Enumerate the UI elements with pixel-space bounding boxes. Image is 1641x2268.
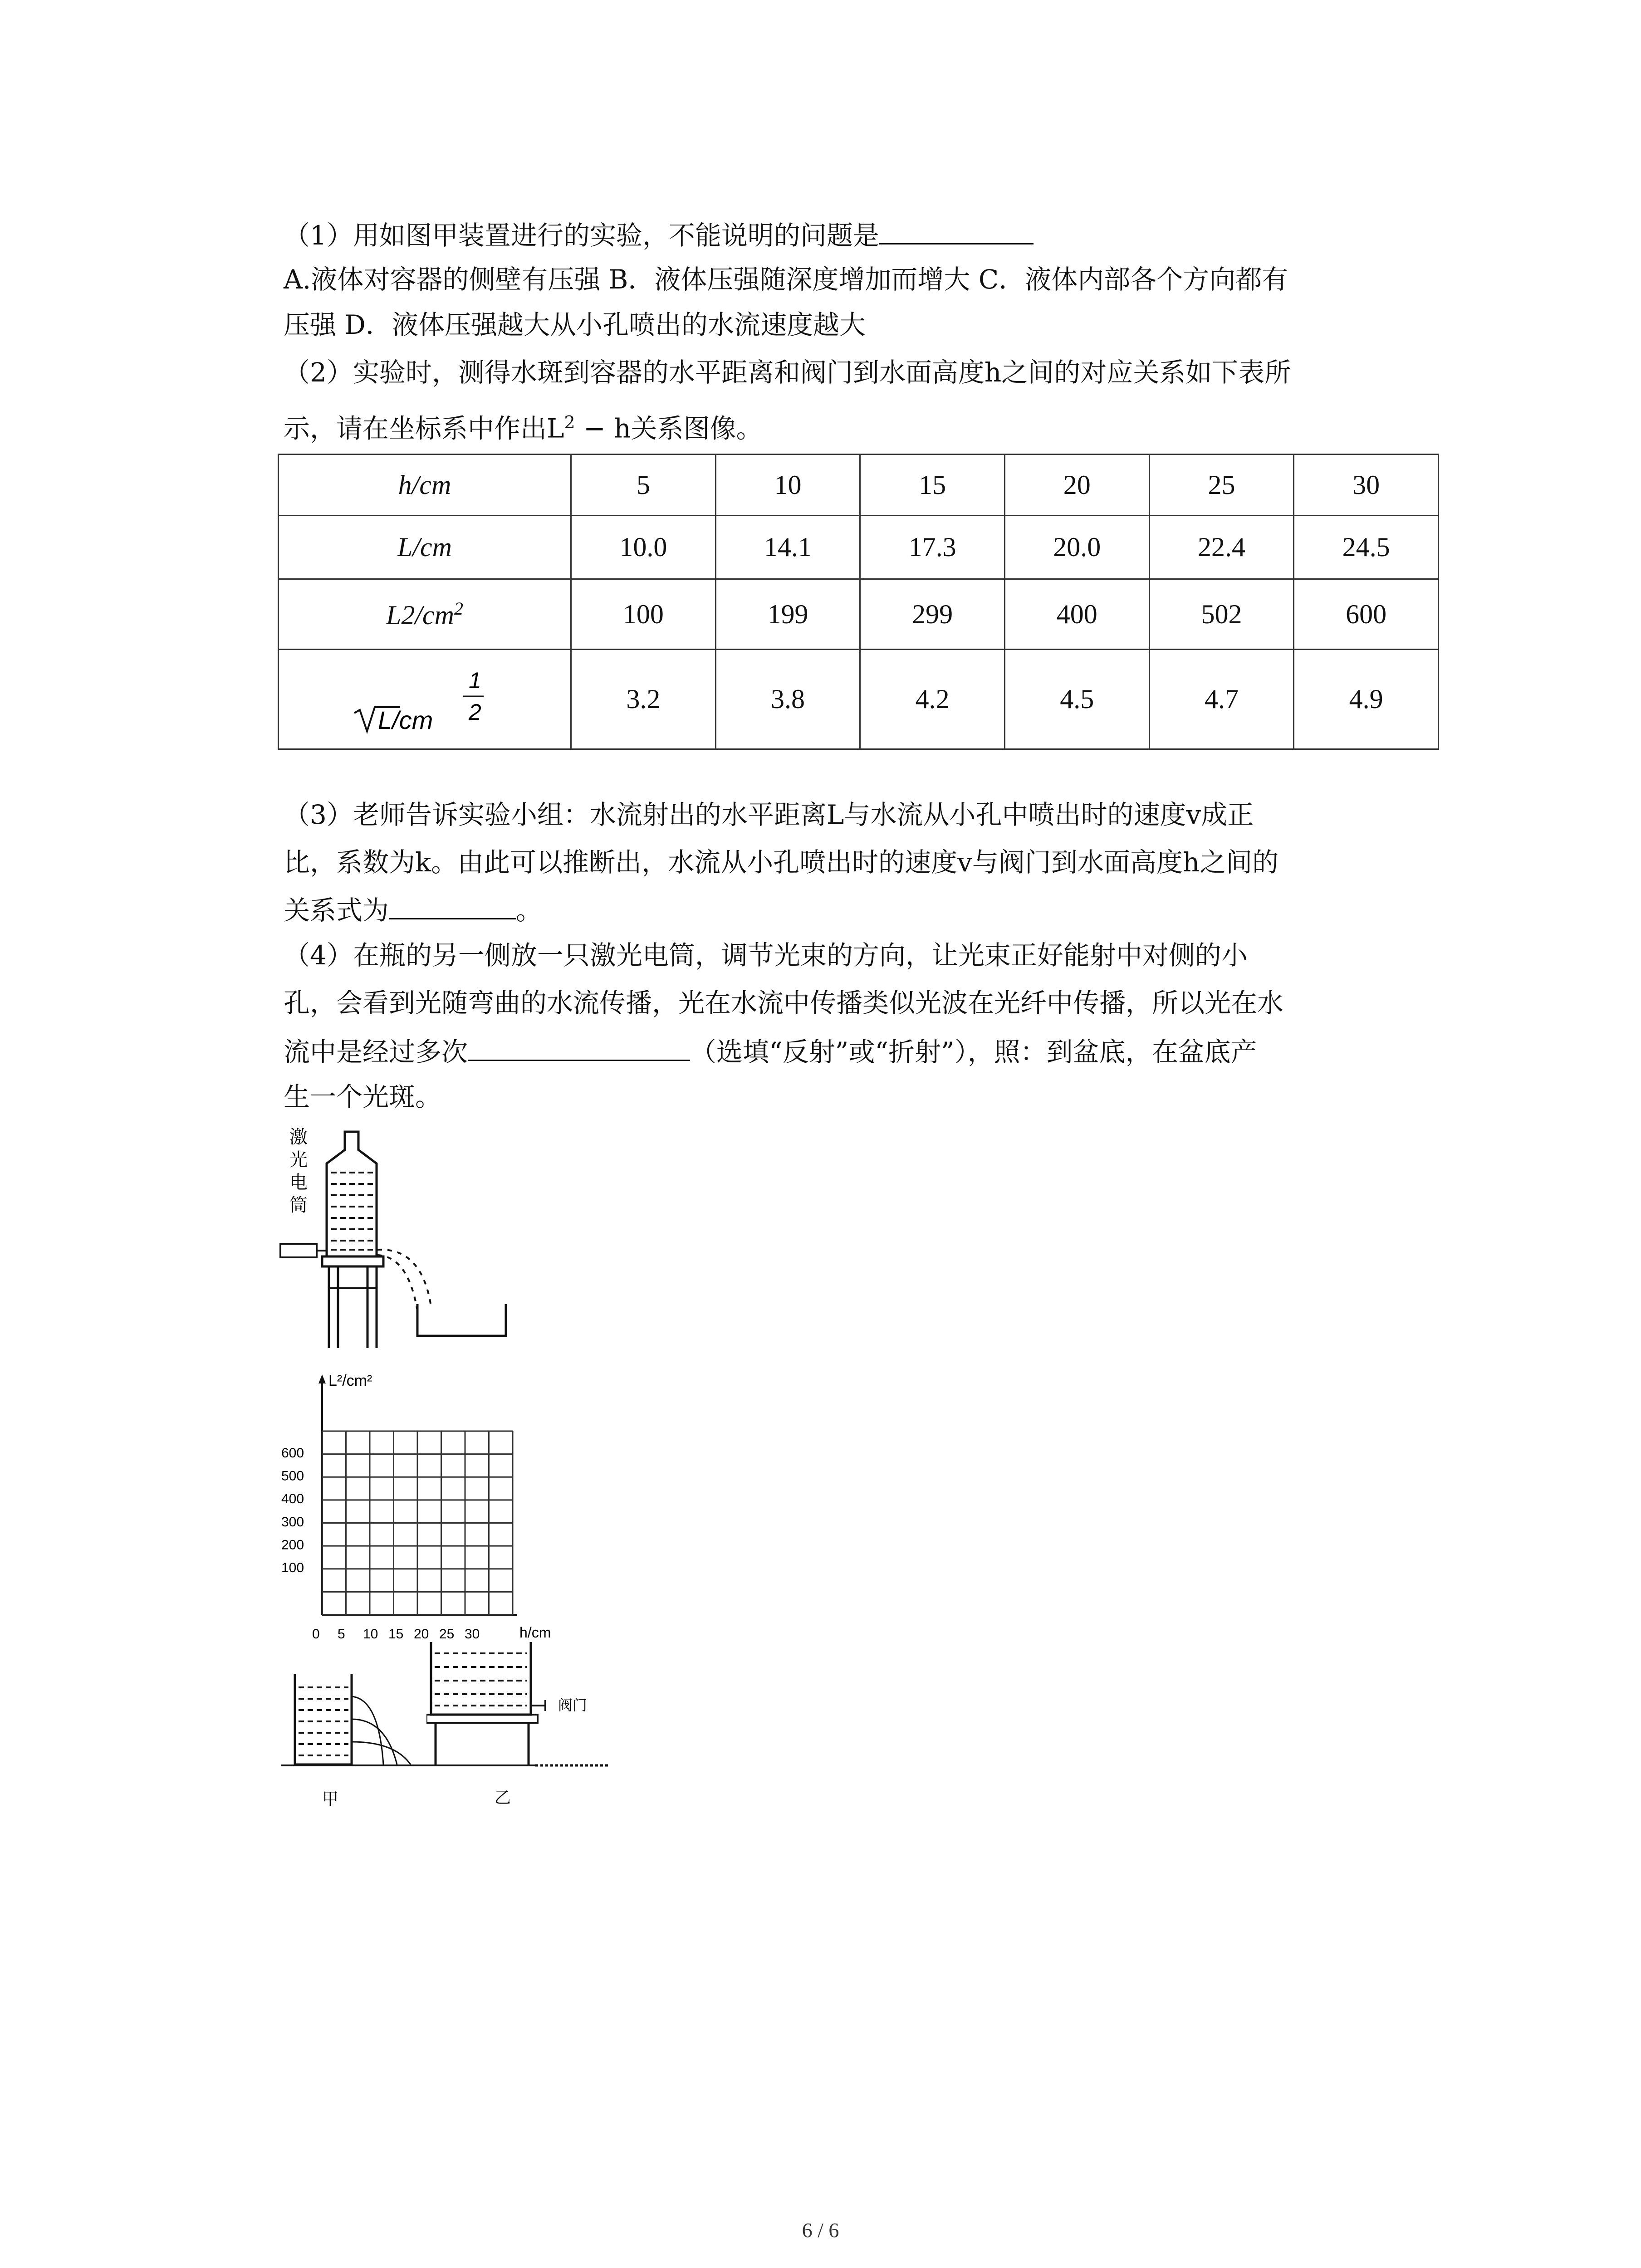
cell-h-5: 25	[1149, 455, 1294, 516]
q1-line1	[284, 218, 1034, 252]
x-tick-label: 20	[414, 1627, 429, 1642]
q3-line3	[284, 893, 542, 927]
y-tick-label: 600	[281, 1446, 304, 1461]
table-row-L	[279, 516, 1439, 579]
q2-line2-pre: 示，请在坐标系中作出L	[284, 413, 564, 444]
row-label-sqrtL	[279, 650, 571, 749]
cell-L2-4: 400	[1004, 579, 1149, 650]
jia-jet-1	[352, 1696, 383, 1765]
cell-sqrtL-4: 4.5	[1004, 650, 1149, 749]
graph-grid-figure	[272, 1370, 590, 1651]
q3-answer-blank[interactable]	[389, 893, 516, 919]
x-tick-label: 0	[312, 1627, 320, 1642]
jia-water	[299, 1687, 348, 1755]
cell-L-2: 14.1	[715, 516, 860, 579]
q4-line3-pre: 流中是经过多次	[284, 1036, 468, 1067]
q1-options-line1: A.液体对容器的侧壁有压强 B．液体压强随深度增加而增大 C．液体内部各个方向都有	[284, 264, 1288, 295]
cell-sqrtL-3: 4.2	[860, 650, 1005, 749]
x-tick-label: 5	[338, 1627, 345, 1642]
figure-yi	[426, 1633, 626, 1810]
y-tick-label: 400	[281, 1491, 304, 1507]
x-tick-label: 15	[388, 1627, 404, 1642]
sqrt-label-frac-den: 2	[469, 699, 481, 725]
cell-h-2: 10	[715, 455, 860, 516]
q1-text: （1）用如图甲装置进行的实验，不能说明的问题是	[284, 220, 879, 251]
laser-pointer	[280, 1244, 317, 1257]
page-number: 6 / 6	[802, 2219, 839, 2242]
stand-top	[322, 1256, 383, 1266]
laser-label-4: 筒	[289, 1195, 308, 1215]
y-tick-label: 300	[281, 1514, 304, 1530]
cell-L-4: 20.0	[1004, 516, 1149, 579]
cell-h-4: 20	[1004, 455, 1149, 516]
cell-L2-6: 600	[1294, 579, 1439, 650]
laser-label-1: 激	[289, 1127, 308, 1147]
graph-x-label: h/cm	[519, 1624, 551, 1641]
table-row-h	[279, 455, 1439, 516]
q1-options-line2: 压强 D．液体压强越大从小孔喷出的水流速度越大	[284, 309, 866, 340]
x-tick-label: 25	[439, 1627, 455, 1642]
q4-line3-post: （选填“反射”或“折射”），照：到盆底，在盆底产	[690, 1036, 1257, 1067]
row-label-L2-text: L2/cm	[386, 600, 454, 630]
q2-superscript: 2	[564, 412, 575, 432]
cell-sqrtL-5: 4.7	[1149, 650, 1294, 749]
cell-L2-2: 199	[715, 579, 860, 650]
table-row-sqrtL	[279, 650, 1439, 749]
row-label-L: L/cm	[279, 516, 571, 579]
x-tick-label: 10	[363, 1627, 378, 1642]
q3-line3-pre: 关系式为	[284, 895, 389, 926]
q3-line3-post: 。	[516, 895, 543, 926]
yi-stand-top	[426, 1715, 538, 1723]
y-tick-label: 200	[281, 1537, 304, 1553]
y-axis-arrow	[318, 1374, 326, 1383]
cell-h-3: 15	[860, 455, 1005, 516]
label-jia: 甲	[322, 1789, 339, 1808]
q4-line2: 孔，会看到光随弯曲的水流传播，光在水流中传播类似光波在光纤中传播，所以光在水	[284, 987, 1284, 1018]
label-yi: 乙	[495, 1788, 511, 1807]
cell-L-3: 17.3	[860, 516, 1005, 579]
table-row-L2	[279, 579, 1439, 650]
row-label-L2	[279, 579, 571, 650]
y-tick-label: 100	[281, 1560, 304, 1575]
yi-water	[435, 1653, 527, 1706]
cell-L2-1: 100	[571, 579, 716, 650]
graph-y-ticks	[281, 1446, 304, 1575]
cell-sqrtL-2: 3.8	[715, 650, 860, 749]
cell-L-1: 10.0	[571, 516, 716, 579]
cell-L2-5: 502	[1149, 579, 1294, 650]
cell-L-5: 22.4	[1149, 516, 1294, 579]
sqrt-label-graphic	[350, 656, 500, 743]
figure-jia	[272, 1660, 436, 1810]
bottle	[327, 1132, 377, 1256]
q3-line1: （3）老师告诉实验小组：水流射出的水平距离L与水流从小孔中喷出时的速度v成正	[284, 799, 1254, 830]
q4-line1: （4）在瓶的另一侧放一只激光电筒，调节光束的方向，让光束正好能射中对侧的小	[284, 940, 1248, 971]
graph-y-label: L²/cm²	[328, 1372, 372, 1389]
row-label-L2-sup: 2	[454, 598, 463, 619]
q2-line2-post: − h关系图像。	[575, 413, 763, 444]
q1-answer-blank[interactable]	[879, 218, 1034, 244]
row-label-h: h/cm	[279, 455, 571, 516]
q3-line2: 比，系数为k。由此可以推断出，水流从小孔喷出时的速度v与阀门到水面高度h之间的	[284, 847, 1279, 878]
q2-line2	[284, 406, 763, 445]
cell-L-6: 24.5	[1294, 516, 1439, 579]
graph-grid-lines	[322, 1431, 513, 1615]
x-tick-label: 30	[465, 1627, 480, 1642]
laser-bottle-figure	[272, 1125, 526, 1379]
cell-sqrtL-6: 4.9	[1294, 650, 1439, 749]
bottle-water	[331, 1173, 373, 1250]
label-valve: 阀门	[558, 1697, 588, 1713]
cell-L2-3: 299	[860, 579, 1005, 650]
laser-label-3: 电	[289, 1173, 308, 1193]
water-jet-outer	[377, 1250, 431, 1306]
basin	[417, 1304, 506, 1336]
sqrt-label-text: L/cm	[378, 705, 433, 734]
q2-line1: （2）实验时，测得水斑到容器的水平距离和阀门到水面高度h之间的对应关系如下表所	[284, 357, 1291, 388]
sqrt-label-frac-num: 1	[469, 667, 481, 693]
laser-label-2: 光	[289, 1150, 308, 1170]
cell-h-6: 30	[1294, 455, 1439, 516]
cell-sqrtL-1: 3.2	[571, 650, 716, 749]
data-table	[278, 454, 1439, 750]
q4-line4: 生一个光斑。	[284, 1081, 442, 1112]
q4-line3	[284, 1034, 1257, 1068]
y-tick-label: 500	[281, 1468, 304, 1484]
q4-answer-blank[interactable]	[468, 1034, 690, 1061]
jia-jet-3	[352, 1742, 411, 1765]
cell-h-1: 5	[571, 455, 716, 516]
